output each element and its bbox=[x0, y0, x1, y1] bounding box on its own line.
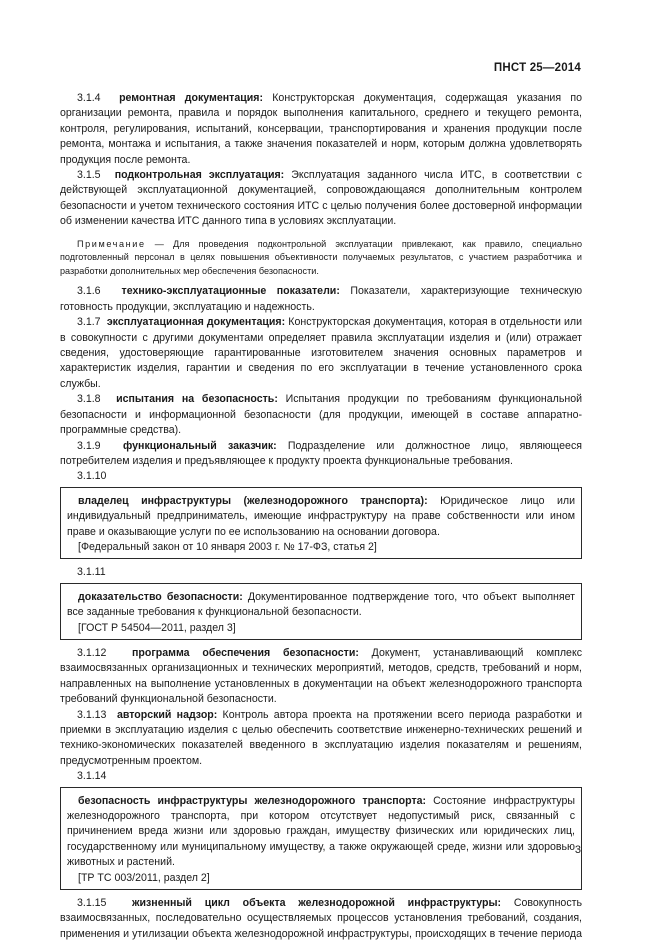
term-definition: Документированное подтверждение того, что объект выполняет все заданные требования к функциональной безопасности. bbox=[67, 590, 575, 619]
term-definition: Эксплуатация заданного числа ИТС, в соответствии с действующей эксплуатационной документацией, сопровождающаяся дополнительным контролем безопасности и учетом технического состояния ИТС с целью получения более достоверной информации об изменении качества ИТС данного типа в условиях эксплуатации. bbox=[60, 169, 582, 228]
term-number: 3.1.15 bbox=[77, 897, 107, 910]
document-code: ПНСТ 25—2014 bbox=[493, 62, 581, 74]
term-number-3-1-10: 3.1.10 bbox=[77, 470, 107, 483]
term-source: [Федеральный закон от 10 января 2003 г. № 17-ФЗ, статья 2] bbox=[78, 540, 377, 553]
term-title: технико-эксплуатационные показатели: bbox=[121, 285, 340, 298]
quoted-term-box-3-1-10 bbox=[60, 487, 582, 560]
term-3-1-8 bbox=[60, 392, 582, 438]
term-3-1-11 bbox=[67, 590, 575, 621]
term-definition: Совокупность взаимосвязанных, последовательно осуществляемых процессов установления требований, создания, применения и утилизации объекта железнодорожной инфраструктуры, происходящих в течение периода bbox=[60, 897, 582, 940]
term-title: владелец инфраструктуры (железнодорожного транспорта): bbox=[78, 494, 428, 507]
term-title: испытания на безопасность: bbox=[116, 393, 278, 406]
note-label: Примечание bbox=[77, 238, 146, 249]
term-number: 3.1.4 bbox=[77, 92, 101, 104]
terms-section bbox=[60, 91, 582, 942]
term-definition: Состояние инфраструктуры железнодорожного транспорта, при котором отсутствует недопустимый риск, связанный с причинением вреда жизни или здоровью граждан, имуществу физических или юридических лиц, государственному или муниципальному имуществу, а также окружающей среде, жизни или здоровью животных и растений. bbox=[67, 794, 575, 869]
term-3-1-15 bbox=[60, 896, 582, 942]
term-definition: Испытания продукции по требованиям функциональной безопасности и информационной безопасности (для продукции, имеющей в составе аппаратно-программные средства). bbox=[60, 393, 583, 437]
term-number: 3.1.13 bbox=[77, 708, 107, 721]
term-number-3-1-14: 3.1.14 bbox=[77, 770, 107, 783]
quoted-term-box-3-1-14 bbox=[60, 787, 582, 890]
quoted-term-box-3-1-11 bbox=[60, 583, 582, 640]
term-3-1-10 bbox=[67, 494, 575, 540]
term-definition: Документ, устанавливающий комплекс взаимосвязанных организационных и технических мероприятий, методов, средств, требований и норм, направленных на выполнение установленных в документации на объект железнодорожного транспорта требований функциональной безопасности. bbox=[60, 646, 582, 706]
page-number: 3 bbox=[574, 844, 581, 856]
term-definition: Юридическое лицо или индивидуальный предприниматель, имеющие инфраструктуру на праве собственности или ином праве и оказывающие услуги по ее использованию на основании договора. bbox=[67, 494, 575, 538]
term-number: 3.1.5 bbox=[77, 169, 101, 182]
term-title: жизненный цикл объекта железнодорожной инфраструктуры: bbox=[132, 897, 502, 910]
term-source: [ГОСТ Р 54504—2011, раздел 3] bbox=[78, 621, 236, 634]
term-number: 3.1.6 bbox=[77, 285, 101, 298]
term-title: доказательство безопасности: bbox=[78, 590, 243, 603]
term-title: авторский надзор: bbox=[116, 708, 218, 721]
term-3-1-14 bbox=[67, 794, 575, 871]
term-3-1-7 bbox=[60, 315, 582, 392]
term-title: программа обеспечения безопасности: bbox=[132, 646, 359, 659]
term-number: 3.1.7 bbox=[77, 316, 101, 329]
note-text: — Для проведения подконтрольной эксплуатации привлекают, как правило, специально подготовленный персонал в целях повышения объективности получаемых результатов, с участием разработчика и разработки дополнительных мер обеспечения безопасности. bbox=[60, 238, 582, 276]
term-definition: Конструкторская документация, содержащая указания по организации ремонта, правила и порядок выполнения капитального, среднего и текущего ремонта, контроля, регулирования, испытаний, консервации, транспортирования и хранения продукции после ремонта, монтажа и испытания, а также значения показателей и норм, которым должна удовлетворять продукция после ремонта. bbox=[60, 92, 582, 166]
term-3-1-5 bbox=[60, 168, 582, 230]
term-3-1-6 bbox=[60, 284, 582, 315]
term-3-1-13 bbox=[60, 708, 582, 770]
term-title: подконтрольная эксплуатация: bbox=[114, 169, 285, 182]
term-number: 3.1.8 bbox=[77, 393, 101, 406]
term-title: безопасность инфраструктуры железнодорожного транспорта: bbox=[78, 794, 427, 807]
term-definition: Контроль автора проекта на протяжении всего периода разработки и приемки в эксплуатацию изделия с целью обеспечить соответствие инженерно-технических решений и технико-экономических показателей введенного в эксплуатацию изделия показателям и решениям, предусмотренным проектом. bbox=[60, 708, 582, 767]
term-number: 3.1.9 bbox=[77, 439, 101, 452]
term-title: эксплуатационная документация: bbox=[106, 316, 286, 329]
term-definition: Конструкторская документация, которая в отдельности или в совокупности с другими документами определяет правила эксплуатации изделия и (или) отражает сведения, удостоверяющие гарантированные изготовителем значения основных параметров и характеристик изделия, гарантии и сведения по его эксплуатации в течение установленного срока службы. bbox=[60, 316, 583, 390]
term-3-1-4 bbox=[60, 91, 582, 168]
term-number: 3.1.12 bbox=[77, 646, 107, 659]
term-title: функциональный заказчик: bbox=[123, 439, 277, 452]
note bbox=[60, 238, 582, 279]
term-3-1-12 bbox=[60, 646, 582, 708]
term-definition: Показатели, характеризующие техническую готовность продукции, эксплуатацию и надежность. bbox=[60, 285, 583, 313]
term-title: ремонтная документация: bbox=[119, 92, 263, 104]
term-definition: Подразделение или должностное лицо, являющееся потребителем изделия и предъявляющее к продукту проекта функциональные требования. bbox=[60, 439, 582, 467]
term-number-3-1-11: 3.1.11 bbox=[77, 566, 106, 579]
term-source: [ТР ТС 003/2011, раздел 2] bbox=[78, 871, 210, 884]
term-3-1-9 bbox=[60, 439, 582, 470]
